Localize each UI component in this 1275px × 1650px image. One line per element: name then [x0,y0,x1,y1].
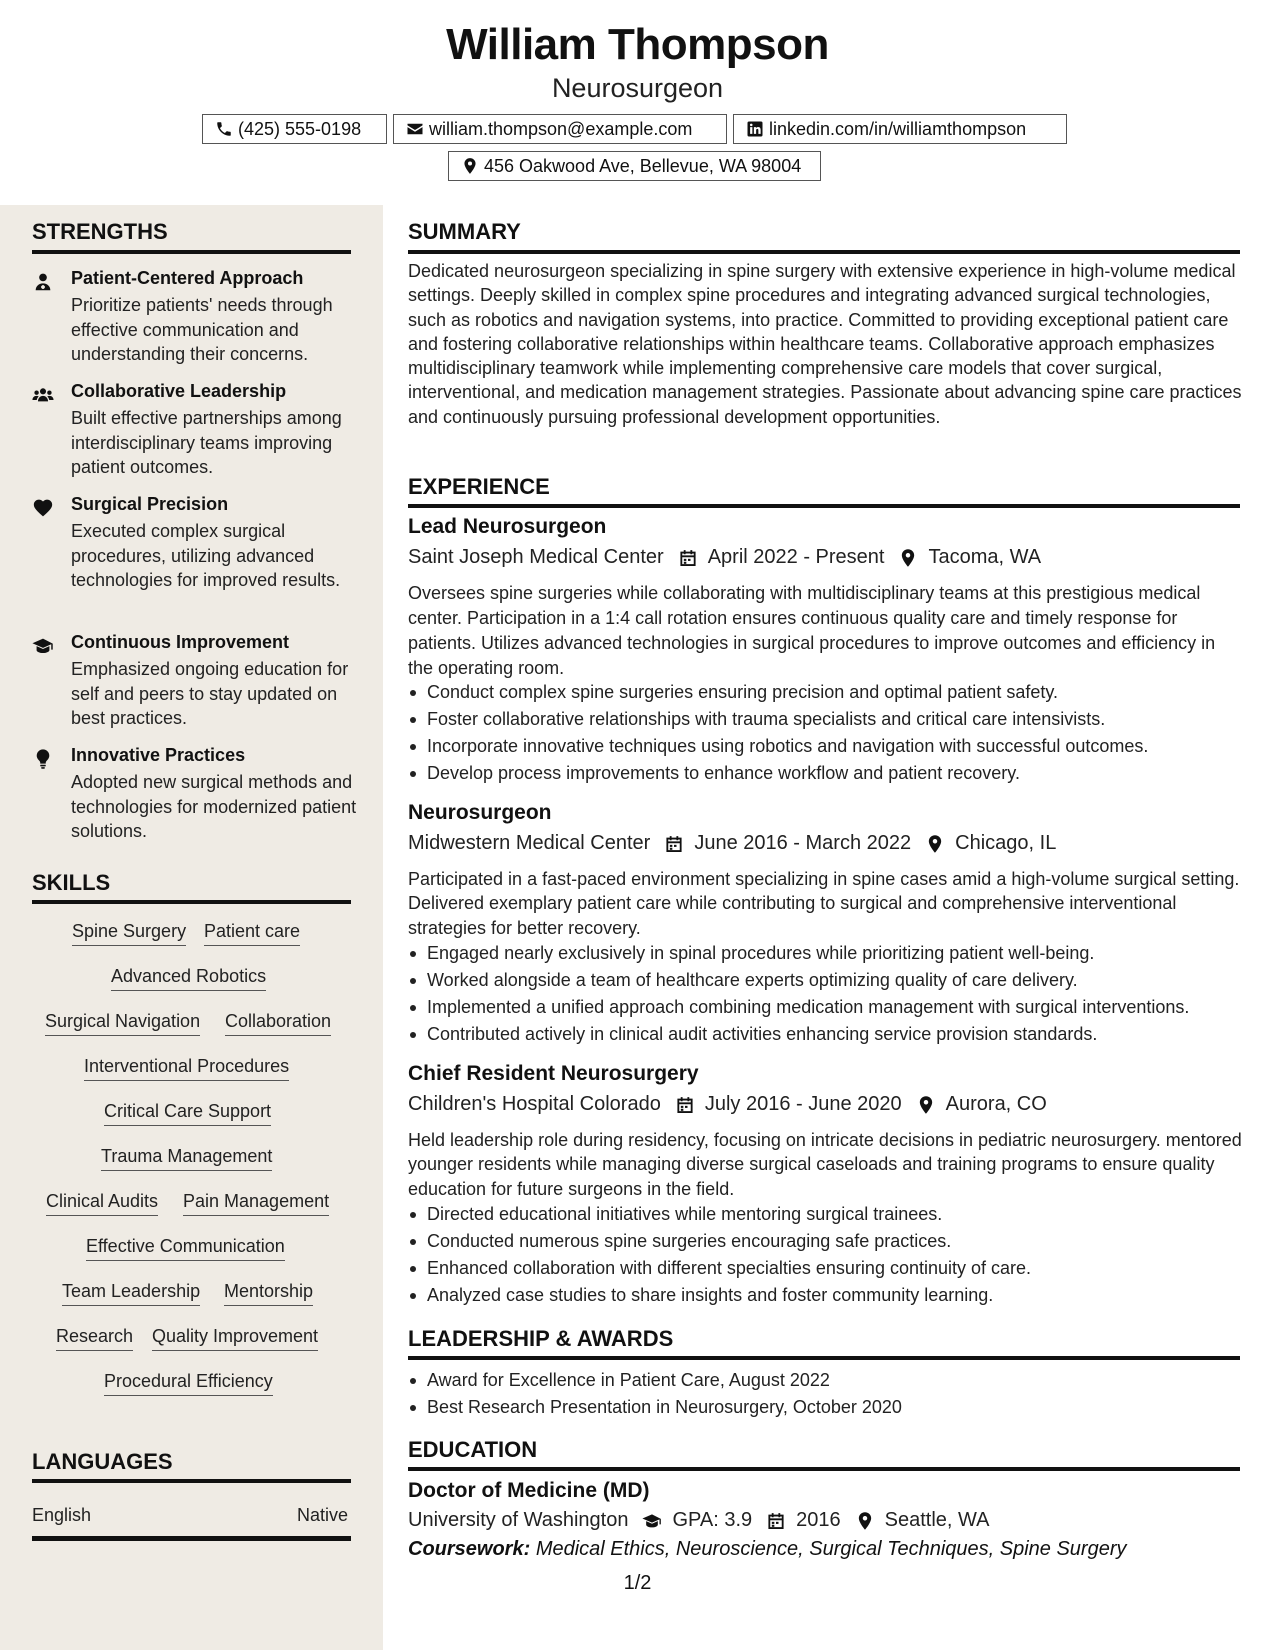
skill-tag: Advanced Robotics [111,965,266,991]
linkedin-icon [746,120,764,138]
skill-tag: Mentorship [224,1280,313,1306]
job-title: Chief Resident Neurosurgery [408,1062,699,1085]
map-marker-icon [855,1511,875,1531]
job-dates: July 2016 - June 2020 [704,1093,902,1115]
linkedin-text: linkedin.com/in/williamthompson [769,118,1027,139]
education-gpa: GPA: 3.9 [672,1509,753,1531]
education-degree: Doctor of Medicine (MD) [408,1479,650,1502]
coursework [408,1538,1127,1561]
list-item: Best Research Presentation in Neurosurgery, October 2020 [408,1395,1248,1422]
list-item: Foster collaborative relationships with trauma specialists and critical care intensivists. [408,707,1248,734]
languages-heading: LANGUAGES [32,1449,173,1474]
job-description: Held leadership role during residency, focusing on intricate decisions in pediatric neurosurgery. mentored younger residents while managing diverse surgical caseloads and training programs to ensure quality education for future surgeons in the field. [408,1130,1242,1199]
graduation-cap-icon [642,1511,662,1531]
job-description: Oversees spine surgeries while collaborating with multidisciplinary teams at this prestigious medical center. Participation in a 1:4 call rotation ensures continuous quality care and timely response for patients. Utilizes advanced technologies in surgical procedures to improve outcomes and efficiency in the operating room. [408,583,1216,678]
skill-tag: Patient care [204,920,300,946]
email-text: william.thompson@example.com [429,118,693,139]
map-marker-icon [898,548,918,568]
graduation-cap-icon [32,635,54,657]
strengths-rule [32,250,351,254]
calendar-icon [766,1511,786,1531]
education-meta [408,1509,990,1532]
skill-tag: Collaboration [225,1010,331,1036]
job-bullets [408,680,1248,788]
phone-contact[interactable] [202,114,387,144]
job-bullets [408,941,1248,1049]
list-item: Conducted numerous spine surgeries encouraging safe practices. [408,1229,1248,1256]
job-title: Lead Neurosurgeon [408,515,607,538]
list-item: Contributed actively in clinical audit activities enhancing service provision standards. [408,1022,1248,1049]
heart-icon [32,497,54,519]
strengths-heading: STRENGTHS [32,219,168,244]
calendar-icon [678,548,698,568]
job-company: Midwestern Medical Center [408,832,651,854]
strength-title: Continuous Improvement [71,632,290,652]
address-text: 456 Oakwood Ave, Bellevue, WA 98004 [484,155,802,176]
candidate-name: William Thompson [446,20,829,69]
skill-tag: Research [56,1325,133,1351]
skill-tag: Interventional Procedures [84,1055,289,1081]
list-item: Analyzed case studies to share insights and foster community learning. [408,1283,1248,1310]
list-item: Enhanced collaboration with different specialties ensuring continuity of care. [408,1256,1248,1283]
job-company: Children's Hospital Colorado [408,1093,661,1115]
skill-tag: Quality Improvement [152,1325,318,1351]
strength-title: Collaborative Leadership [71,381,287,401]
summary-heading: SUMMARY [408,219,521,244]
education-heading: EDUCATION [408,1437,538,1462]
strength-desc: Emphasized ongoing education for self and peers to stay updated on best practices. [71,659,349,728]
job-dates: April 2022 - Present [707,546,885,568]
strength-title: Patient-Centered Approach [71,268,304,288]
list-item: Worked alongside a team of healthcare experts optimizing quality of care delivery. [408,968,1248,995]
job-meta [408,832,1056,855]
education-year: 2016 [796,1509,841,1531]
experience-rule [408,504,1240,508]
list-item: Implemented a unified approach combining medication management with surgical interventions. [408,995,1248,1022]
job-location: Aurora, CO [945,1093,1047,1115]
resume-header [0,0,1275,205]
job-company: Saint Joseph Medical Center [408,546,664,568]
education-location: Seattle, WA [884,1509,990,1531]
job-meta [408,1093,1047,1116]
page-number: 1/2 [623,1572,652,1594]
strength-desc: Adopted new surgical methods and technologies for modernized patient solutions. [71,772,357,841]
job-location: Tacoma, WA [928,546,1042,568]
awards-heading: LEADERSHIP & AWARDS [408,1326,674,1351]
job-description: Participated in a fast-paced environment specializing in spine cases amid a high-volume surgical setting. Delivered exemplary patient care while contributing to surgical and comprehensive interventional strategies for better recovery. [408,869,1240,938]
skills-heading: SKILLS [32,870,111,895]
linkedin-contact[interactable] [733,114,1067,144]
email-contact[interactable] [393,114,727,144]
education-rule [408,1467,1240,1471]
skill-tag: Critical Care Support [104,1100,271,1126]
skill-tag: Effective Communication [86,1235,285,1261]
job-dates: June 2016 - March 2022 [694,832,912,854]
skill-tag: Clinical Audits [46,1190,158,1216]
coursework-label: Coursework: [408,1538,531,1560]
list-item: Engaged nearly exclusively in spinal procedures while prioritizing patient well-being. [408,941,1248,968]
strength-desc: Built effective partnerships among interdisciplinary teams improving patient outcomes. [71,408,342,477]
awards-rule [408,1356,1240,1360]
strength-desc: Prioritize patients' needs through effective communication and understanding their concerns. [71,295,333,364]
skill-tag: Team Leadership [62,1280,200,1306]
experience-heading: EXPERIENCE [408,474,550,499]
skill-tag: Pain Management [183,1190,329,1216]
map-marker-icon [916,1095,936,1115]
strength-title: Surgical Precision [71,494,229,514]
languages-rule [32,1479,351,1483]
list-item: Develop process improvements to enhance workflow and patient recovery. [408,761,1248,788]
skill-tag: Surgical Navigation [45,1010,200,1036]
job-meta [408,546,1041,569]
job-location: Chicago, IL [955,832,1057,854]
list-item: Award for Excellence in Patient Care, August 2022 [408,1368,1248,1395]
phone-icon [215,120,233,138]
language-level-bar [32,1536,351,1541]
awards-list [408,1368,1248,1422]
strength-title: Innovative Practices [71,745,246,765]
summary-text: Dedicated neurosurgeon specializing in spine surgery with extensive experience in high-volume medical settings. Deeply skilled in complex spine procedures and integrating advanced surgical technologies, such as robotics and navigation systems, into practice. Committed to providing exceptional patient care and fostering collaborative relationships within healthcare teams. Collaborative approach emphasizes multidisciplinary teamwork while implementing comprehensive care models that cover surgical, interventional, and medication management strategies. Passionate about advancing spine care practices and continuously pursuing professional development opportunities. [408,261,1242,427]
list-item: Incorporate innovative techniques using robotics and navigation with successful outcomes. [408,734,1248,761]
map-marker-icon [925,834,945,854]
candidate-title: Neurosurgeon [551,73,724,103]
address-contact[interactable] [448,151,821,181]
language-name: English [32,1505,92,1525]
calendar-icon [675,1095,695,1115]
lightbulb-icon [32,748,54,770]
job-bullets [408,1202,1248,1310]
users-icon [32,384,54,406]
skill-tag: Trauma Management [101,1145,272,1171]
coursework-list: Medical Ethics, Neuroscience, Surgical Techniques, Spine Surgery [535,1538,1127,1560]
language-level: Native [297,1505,349,1525]
strength-desc: Executed complex surgical procedures, utilizing advanced technologies for improved results. [71,521,341,590]
user-doctor-icon [32,271,54,293]
skills-rule [32,900,351,904]
job-title: Neurosurgeon [408,801,552,824]
phone-text: (425) 555-0198 [238,118,362,139]
map-marker-icon [461,157,479,175]
list-item: Directed educational initiatives while mentoring surgical trainees. [408,1202,1248,1229]
envelope-icon [406,120,424,138]
summary-rule [408,250,1240,254]
skill-tag: Spine Surgery [72,920,186,946]
education-school: University of Washington [408,1509,629,1531]
calendar-icon [664,834,684,854]
list-item: Conduct complex spine surgeries ensuring precision and optimal patient safety. [408,680,1248,707]
skill-tag: Procedural Efficiency [104,1370,273,1396]
